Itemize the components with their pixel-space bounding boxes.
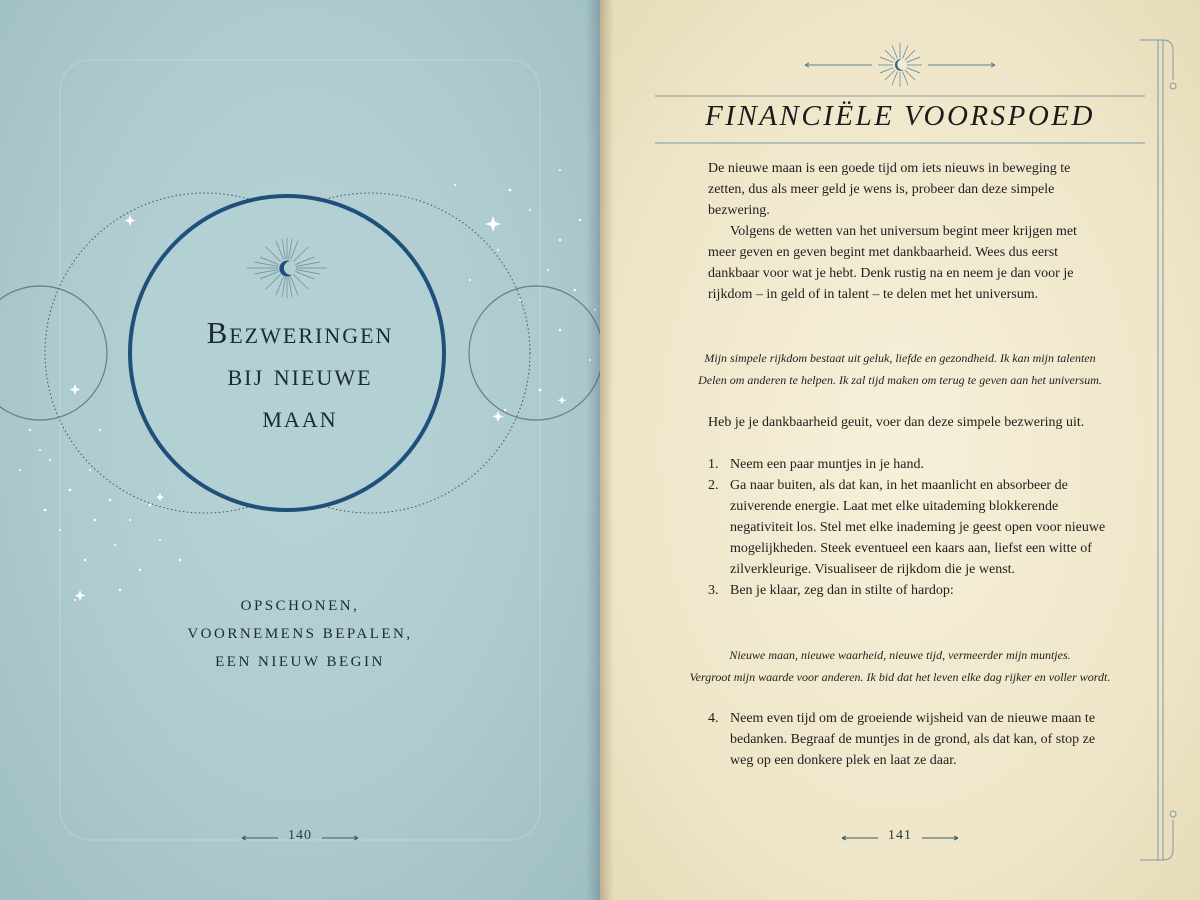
quote-1-line-1: Mijn simpele rijkdom bestaat uit geluk, liefde en gezondheid. Ik kan mijn talenten bbox=[704, 351, 1096, 365]
step-text: Neem een paar muntjes in je hand. bbox=[730, 457, 924, 472]
chapter-title-line-1: Bezweringen bbox=[206, 315, 394, 350]
list-item bbox=[708, 580, 1108, 601]
step-number: 3. bbox=[708, 583, 719, 598]
step-text: Neem even tijd om de groeiende wijsheid van de nieuwe maan te bedanken. Begraaf de muntjes in de grond, als dat kan, of stop ze weg op een donkere plek en laat ze daar. bbox=[730, 711, 1096, 768]
transition-paragraph bbox=[708, 412, 1108, 433]
list-item bbox=[708, 708, 1108, 771]
quote-1-line-2: Delen om anderen te helpen. Ik zal tijd maken om terug te geven aan het universum. bbox=[698, 373, 1102, 387]
gutter-shadow-right bbox=[600, 0, 614, 900]
chapter-title bbox=[150, 312, 450, 438]
steps-list-continued bbox=[708, 708, 1108, 771]
chapter-subtitle bbox=[150, 592, 450, 676]
step-number: 4. bbox=[708, 711, 719, 726]
affirmation-quote-1 bbox=[655, 347, 1145, 391]
right-border-ornament bbox=[1140, 40, 1176, 860]
step-text: Ga naar buiten, als dat kan, in het maanlicht en absorbeer de zuiverende energie. Laat met elke uitademing blokkerende negativiteit los. Stel met elke inademing je geest open voor nieuwe mogelijkheden. Steek eventueel een kaars aan, liefst een witte of zilverkleurige. Visualiseer de rijkdom die je wenst. bbox=[730, 478, 1106, 577]
quote-2-line-2: Vergroot mijn waarde voor anderen. Ik bid dat het leven elke dag rijker en voller wordt. bbox=[689, 670, 1111, 684]
quote-2-line-1: Nieuwe maan, nieuwe waarheid, nieuwe tijd, vermeerder mijn muntjes. bbox=[729, 648, 1071, 662]
list-item bbox=[708, 475, 1108, 580]
intro-paragraphs bbox=[708, 158, 1108, 305]
second-paragraph: Volgens de wetten van het universum begint meer krijgen met meer geven en geven begint met dankbaarheid. Wees dus eerst dankbaar voor wat je hebt. Denk rustig na en neem je dan voor je rijkdom – in geld of in talent – te delen met het universum. bbox=[708, 224, 1077, 302]
left-page-number: 140 bbox=[288, 828, 312, 843]
gutter-shadow-left bbox=[586, 0, 600, 900]
left-small-circle bbox=[0, 286, 107, 420]
affirmation-quote-2 bbox=[655, 644, 1145, 688]
section-title: FINANCIËLE VOORSPOED bbox=[705, 100, 1095, 132]
subtitle-line-1: OPSCHONEN, bbox=[240, 598, 360, 614]
list-item bbox=[708, 454, 1108, 475]
step-number: 1. bbox=[708, 457, 719, 472]
subtitle-line-3: EEN NIEUW BEGIN bbox=[215, 654, 385, 670]
right-small-circle bbox=[469, 286, 600, 420]
chapter-title-line-2: bij nieuwe bbox=[227, 357, 373, 392]
steps-list bbox=[708, 454, 1108, 601]
right-page-number: 141 bbox=[888, 828, 912, 843]
transition-text: Heb je je dankbaarheid geuit, voer dan deze simpele bezwering uit. bbox=[708, 415, 1085, 430]
step-number: 2. bbox=[708, 478, 719, 493]
subtitle-line-2: VOORNEMENS BEPALEN, bbox=[187, 626, 413, 642]
step-text: Ben je klaar, zeg dan in stilte of hardop: bbox=[730, 583, 954, 598]
chapter-title-line-3: maan bbox=[262, 399, 338, 434]
intro-paragraph: De nieuwe maan is een goede tijd om iets nieuws in beweging te zetten, dus als meer geld je wens is, probeer dan deze simpele bezwering. bbox=[708, 161, 1071, 218]
